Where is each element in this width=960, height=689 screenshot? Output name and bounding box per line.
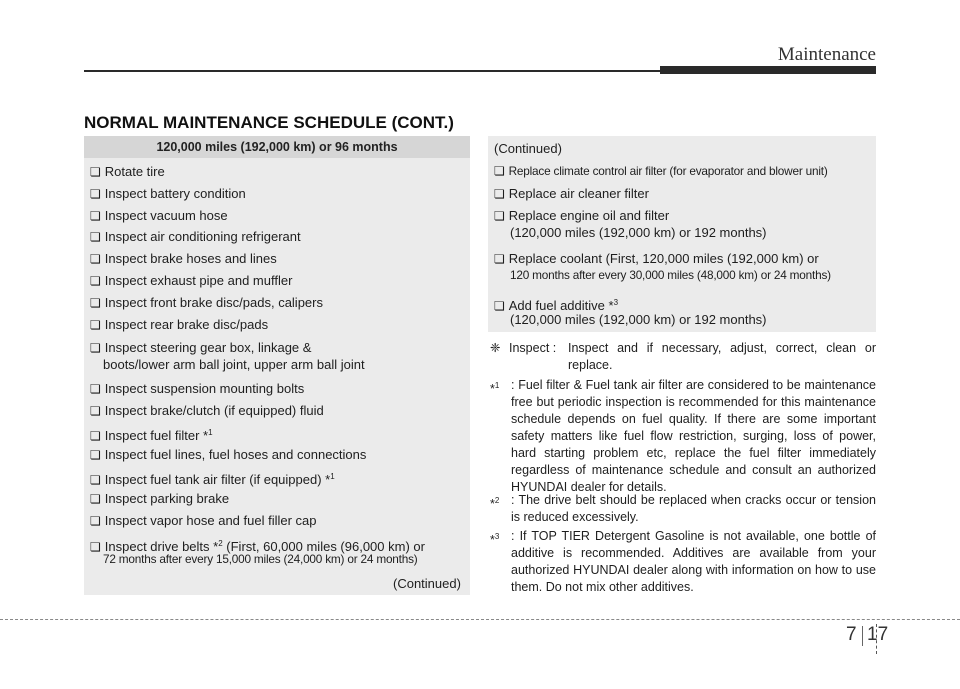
schedule-item: ❏ Inspect vapor hose and fuel filler cap <box>90 513 317 528</box>
schedule-item: ❏ Inspect brake/clutch (if equipped) fluid <box>90 403 324 418</box>
schedule-item: ❏ Replace coolant (First, 120,000 miles (192,000 km) or <box>494 251 819 266</box>
schedule-item: ❏ Inspect drive belts *$^2$ (First, 60,000 miles (96,000 km) or <box>90 539 425 554</box>
checkbox-icon: ❏ <box>90 165 101 179</box>
checkbox-icon: ❏ <box>90 274 101 288</box>
checkbox-icon: ❏ <box>90 209 101 223</box>
note-inspect <box>490 340 876 374</box>
schedule-item-continuation: 120 months after every 30,000 miles (48,000 km) or 24 months) <box>510 268 831 282</box>
note-text: Inspect and if necessary, adjust, correct, clean or replace. <box>568 341 876 372</box>
checkbox-icon: ❏ <box>90 187 101 201</box>
section-title: NORMAL MAINTENANCE SCHEDULE (CONT.) <box>84 113 454 132</box>
note-label: Inspect : <box>509 341 557 355</box>
schedule-item: ❏ Replace climate control air filter (for evaporator and blower unit) <box>494 164 828 178</box>
page-divider <box>862 626 863 646</box>
schedule-item: ❏ Inspect front brake disc/pads, calipers <box>90 295 323 310</box>
checkbox-icon: ❏ <box>90 230 101 244</box>
schedule-item: ❏ Inspect air conditioning refrigerant <box>90 229 301 244</box>
schedule-item: ❏ Add fuel additive *$^3$ <box>494 298 619 313</box>
note-text: : If TOP TIER Detergent Gasoline is not available, one bottle of additive is recommended. Additives are available from your authorized HYUNDAI dealer along with information on how to use them. Do not mix other additives. <box>511 529 876 594</box>
footnote-1 <box>490 377 876 496</box>
checkbox-icon: ❏ <box>90 492 101 506</box>
schedule-item-continuation: boots/lower arm ball joint, upper arm ball joint <box>103 357 365 372</box>
checkbox-icon: ❏ <box>90 429 101 443</box>
checkbox-icon: ❏ <box>90 318 101 332</box>
schedule-item: ❏ Inspect rear brake disc/pads <box>90 317 269 332</box>
schedule-item: ❏ Inspect fuel lines, fuel hoses and connections <box>90 447 367 462</box>
schedule-item-continuation: 72 months after every 15,000 miles (24,000 km) or 24 months) <box>103 552 418 566</box>
page-number: 17 <box>867 624 889 645</box>
schedule-item: ❏ Inspect fuel tank air filter (if equipped) *$^1$ <box>90 472 335 487</box>
checkbox-icon: ❏ <box>90 404 101 418</box>
schedule-item: ❏ Inspect fuel filter *$^1$ <box>90 428 213 443</box>
schedule-item: ❏ Inspect suspension mounting bolts <box>90 381 305 396</box>
continued-label: (Continued) <box>494 141 562 156</box>
continued-label: (Continued) <box>393 576 461 591</box>
footnote-marker: *$^1$ <box>490 381 500 396</box>
checkbox-icon: ❏ <box>494 187 505 201</box>
schedule-item: ❏ Replace air cleaner filter <box>494 186 649 201</box>
note-text: : The drive belt should be replaced when cracks occur or tension is reduced excessively. <box>511 493 876 524</box>
schedule-item: ❏ Inspect parking brake <box>90 491 230 506</box>
schedule-item: ❏ Inspect brake hoses and lines <box>90 251 277 266</box>
note-marker-icon: ❈ <box>490 341 501 355</box>
footnote-marker: *$^3$ <box>490 532 500 547</box>
schedule-item: ❏ Inspect vacuum hose <box>90 208 228 223</box>
header-rule-accent <box>660 66 876 74</box>
checkbox-icon: ❏ <box>90 252 101 266</box>
schedule-item: ❏ Rotate tire <box>90 164 165 179</box>
checkbox-icon: ❏ <box>494 164 505 178</box>
footnote-2 <box>490 492 876 526</box>
checkbox-icon: ❏ <box>90 473 101 487</box>
checkbox-icon: ❏ <box>90 448 101 462</box>
checkbox-icon: ❏ <box>90 341 101 355</box>
schedule-item-continuation: (120,000 miles (192,000 km) or 192 months) <box>510 312 767 327</box>
schedule-item: ❏ Replace engine oil and filter <box>494 208 670 223</box>
checkbox-icon: ❏ <box>90 514 101 528</box>
checkbox-icon: ❏ <box>494 252 505 266</box>
checkbox-icon: ❏ <box>90 382 101 396</box>
checkbox-icon: ❏ <box>90 296 101 310</box>
footnote-marker: *$^2$ <box>490 496 500 511</box>
footnote-3 <box>490 528 876 596</box>
schedule-item: ❏ Inspect steering gear box, linkage & <box>90 340 312 355</box>
schedule-item: ❏ Inspect battery condition <box>90 186 246 201</box>
schedule-item-continuation: (120,000 miles (192,000 km) or 192 months) <box>510 225 767 240</box>
header-title: Maintenance <box>777 44 876 65</box>
panel-heading: 120,000 miles (192,000 km) or 96 months <box>84 136 470 158</box>
checkbox-icon: ❏ <box>494 209 505 223</box>
header-rule <box>84 70 664 72</box>
checkbox-icon: ❏ <box>494 299 505 313</box>
note-text: : Fuel filter & Fuel tank air filter are considered to be maintenance free but periodic inspection is recommended for this maintenance schedule depends on fuel quality. If there are some important safety matters like fuel flow restriction, surging, loss of power, hard starting problem etc, replace the fuel filter immediately regardless of maintenance schedule and consult an authorized HYUNDAI dealer for details. <box>511 378 876 494</box>
schedule-item: ❏ Inspect exhaust pipe and muffler <box>90 273 293 288</box>
checkbox-icon: ❏ <box>90 540 101 554</box>
chapter-number: 7 <box>846 624 857 645</box>
footer-rule <box>0 619 960 620</box>
